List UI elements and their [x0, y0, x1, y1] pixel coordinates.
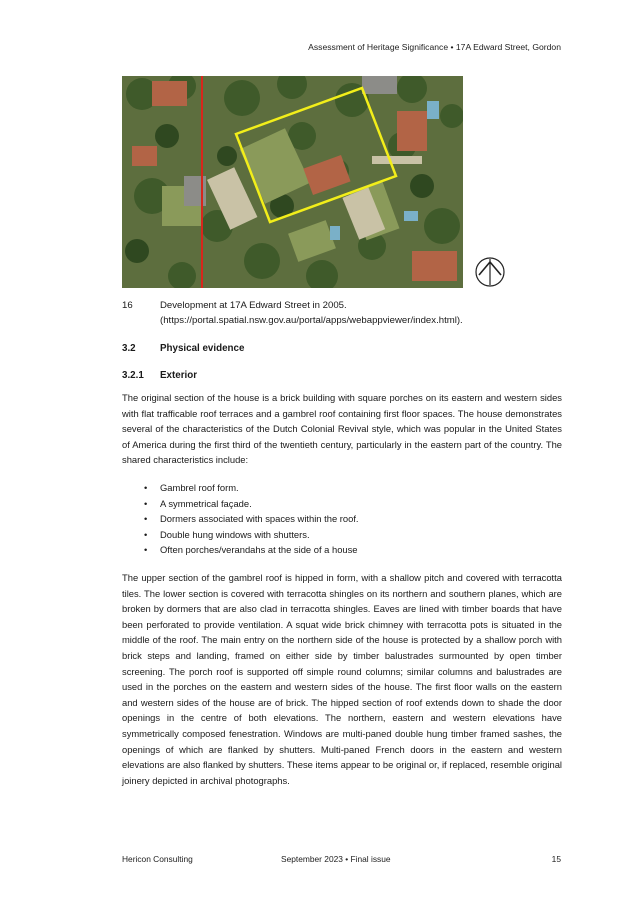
running-header: Assessment of Heritage Significance • 17A Edward Street, Gordon	[308, 42, 561, 52]
section-title: Physical evidence	[160, 343, 245, 354]
list-item: • Often porches/verandahs at the side of a house	[144, 544, 358, 556]
list-item: • A symmetrical façade.	[144, 497, 252, 509]
characteristics-list	[122, 480, 359, 558]
list-item: • Gambrel roof form.	[144, 482, 239, 493]
aerial-photo-image	[122, 76, 463, 288]
list-item: • Dormers associated with spaces within the roof.	[144, 513, 359, 525]
paragraph-intro: The original section of the house is a brick building with square porches on its eastern and western sides with flat trafficable roof terraces and a gambrel roof containing first floor spaces. The house demonstrates several of the characteristics of the Dutch Colonial Revival style, which was popular in the United States of America during the first third of the twentieth century, particularly in the eastern part of the country. The shared characteristics include:	[122, 392, 562, 466]
figure-number: 16	[122, 300, 133, 311]
footer-page-number: 15	[551, 854, 561, 864]
footer-company: Hericon Consulting	[122, 854, 193, 864]
subsection-title: Exterior	[160, 370, 198, 381]
figure-source-link[interactable]: (https://portal.spatial.nsw.gov.au/portal/apps/webappviewer/index.html).	[160, 315, 463, 326]
list-item: • Double hung windows with shutters.	[144, 528, 310, 540]
figure-caption-line-1: Development at 17A Edward Street in 2005.	[160, 300, 347, 311]
subsection-number: 3.2.1	[122, 370, 144, 381]
aerial-photo	[122, 76, 463, 288]
paragraph-roof-description: The upper section of the gambrel roof is hipped in form, with a shallow pitch and covered with terracotta tiles. The lower section is covered with terracotta shingles on its northern and southern planes, which are broken by dormers that are also clad in terracotta shingles. Eaves are lined with timber boards that have been perforated to provide ventilation. A squat wide brick chimney with terracotta pots is situated in the middle of the roof. The main entry on the northern side of the house is protected by a shallow porch with brick steps and landing, framed on either side by timber balustrades surmounted by open timber screening. The porch roof is supported off simple round columns; similar columns and balustrades are used in the porches on the eastern and western sides of the house. The first floor walls on the eastern and western sides of the house are of brick. The hipped section of roof extends down to shade the door openings in the centre of both elevations. The northern, eastern and western elevations have symmetrically composed fenestration. Windows are multi-paned double hung timber framed sashes, the openings of which are flanked by shutters. Multi-paned French doors in the eastern and western elevations are also flanked by shutters. These items appear to be original or, if replaced, resemble original joinery depicted in archival photographs.	[122, 572, 562, 786]
footer-issue: September 2023 • Final issue	[281, 854, 391, 864]
north-arrow-icon	[474, 256, 506, 288]
section-number: 3.2	[122, 343, 136, 354]
